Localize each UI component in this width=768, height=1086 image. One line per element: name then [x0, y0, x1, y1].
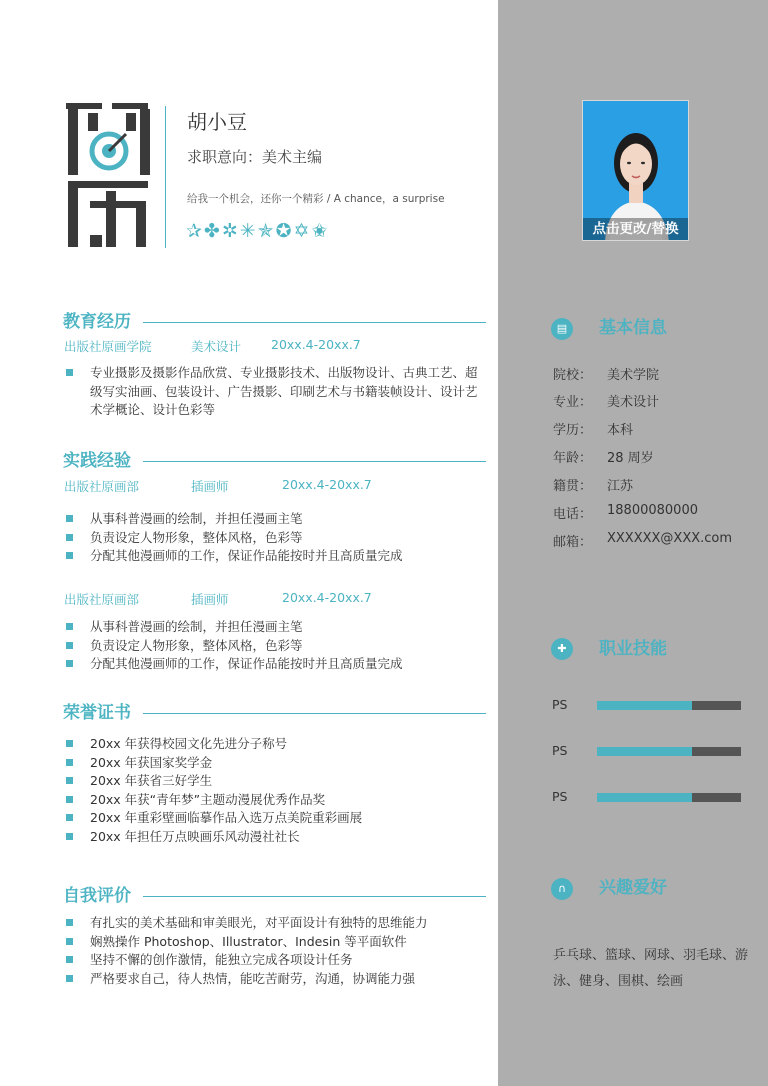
honors-title: 荣誉证书: [63, 703, 131, 723]
education-date: 20xx.4-20xx.7: [271, 337, 361, 352]
info-value: 美术设计: [607, 395, 660, 410]
info-key: 专业：: [553, 395, 593, 410]
list-item: 坚持不懈的创作激情，能独立完成各项设计任务: [64, 951, 484, 970]
hobbies-title: 兴趣爱好: [599, 878, 667, 898]
skill-label: PS: [552, 743, 568, 758]
info-key: 电话：: [553, 507, 593, 522]
headphones-icon: ∩: [551, 878, 573, 900]
education-role: 美术设计: [191, 339, 242, 354]
practice-divider: [143, 461, 486, 462]
info-value: 本科: [607, 423, 634, 438]
self-eval-divider: [143, 896, 486, 897]
practice-date: 20xx.4-20xx.7: [282, 477, 372, 492]
info-key: 院校：: [553, 368, 593, 383]
list-item: 20xx 年获“青年梦”主题动漫展优秀作品奖: [64, 791, 484, 810]
skill-label: PS: [552, 789, 568, 804]
document-icon: ▤: [551, 318, 573, 340]
profile-photo[interactable]: [582, 100, 689, 241]
list-item: 20xx 年重彩壁画临摹作品入选万点美院重彩画展: [64, 809, 484, 828]
list-item: 负责设定人物形象，整体风格，色彩等: [64, 529, 484, 548]
practice-org: 出版社原画部: [64, 592, 140, 607]
skills-title: 职业技能: [599, 639, 667, 659]
practice-title: 实践经验: [63, 451, 131, 471]
list-item: 有扎实的美术基础和审美眼光，对平面设计有独特的思维能力: [64, 914, 484, 933]
list-item: 从事科普漫画的绘制，并担任漫画主笔: [64, 510, 484, 529]
info-value: 美术学院: [607, 368, 660, 383]
skill-fill: [597, 747, 692, 756]
skill-bar: [597, 701, 741, 710]
list-item: 负责设定人物形象，整体风格，色彩等: [64, 637, 484, 656]
hobbies-text: 乒乓球、篮球、网球、羽毛球、游泳、健身、围棋、绘画: [553, 948, 749, 989]
info-value: 18800080000: [607, 503, 698, 518]
practice-role: 插画师: [191, 592, 229, 607]
candidate-name: 胡小豆: [187, 110, 247, 134]
list-item: 从事科普漫画的绘制，并担任漫画主笔: [64, 618, 484, 637]
practice-list-2: [64, 618, 484, 674]
practice-list-1: [64, 510, 484, 566]
info-key: 学历：: [553, 423, 593, 438]
skill-fill: [597, 701, 692, 710]
header-divider: [165, 106, 166, 248]
photo-replace-button[interactable]: 点击更改/替换: [583, 218, 688, 240]
info-value: 江苏: [607, 479, 634, 494]
list-item: 专业摄影及摄影作品欣赏、专业摄影技术、出版物设计、古典工艺、超级写实油画、包装设计、广告摄影、印刷艺术与书籍装帧设计、设计艺术学概论、设计色彩等: [64, 364, 479, 420]
job-intention: 求职意向：美术主编: [187, 148, 323, 166]
resume-logo: [66, 103, 150, 249]
basic-info-title: 基本信息: [599, 318, 667, 338]
self-eval-list: [64, 914, 484, 988]
info-value: 28 周岁: [607, 451, 654, 466]
list-item: 20xx 年获得校园文化先进分子称号: [64, 735, 484, 754]
skill-bar: [597, 747, 741, 756]
education-divider: [143, 322, 486, 323]
info-key: 籍贯：: [553, 479, 593, 494]
list-item: 分配其他漫画师的工作，保证作品能按时并且高质量完成: [64, 547, 484, 566]
info-key: 年龄：: [553, 451, 593, 466]
skill-fill: [597, 793, 692, 802]
self-eval-title: 自我评价: [63, 886, 131, 906]
honors-list: [64, 735, 484, 846]
education-list: [64, 364, 479, 420]
slogan: 给我一个机会，还你一个精彩 / A chance，a surprise: [187, 193, 445, 205]
practice-role: 插画师: [191, 479, 229, 494]
education-title: 教育经历: [63, 312, 131, 332]
list-item: 20xx 年担任万点映画乐风动漫社社长: [64, 828, 484, 847]
info-value: XXXXXX@XXX.com: [607, 531, 733, 546]
list-item: 分配其他漫画师的工作，保证作品能按时并且高质量完成: [64, 655, 484, 674]
skill-bar: [597, 793, 741, 802]
info-key: 邮箱：: [553, 535, 593, 550]
gamepad-icon: ✚: [551, 638, 573, 660]
practice-org: 出版社原画部: [64, 479, 140, 494]
list-item: 娴熟操作 Photoshop、Illustrator、Indesin 等平面软件: [64, 933, 484, 952]
practice-date: 20xx.4-20xx.7: [282, 590, 372, 605]
list-item: 20xx 年获国家奖学金: [64, 754, 484, 773]
list-item: 20xx 年获省三好学生: [64, 772, 484, 791]
decorative-stars-icon: ✰✤✲✳✯✪✡✬: [186, 220, 330, 242]
education-org: 出版社原画学院: [64, 339, 152, 354]
list-item: 严格要求自己，待人热情，能吃苦耐劳，沟通，协调能力强: [64, 970, 484, 989]
skill-label: PS: [552, 697, 568, 712]
honors-divider: [143, 713, 486, 714]
